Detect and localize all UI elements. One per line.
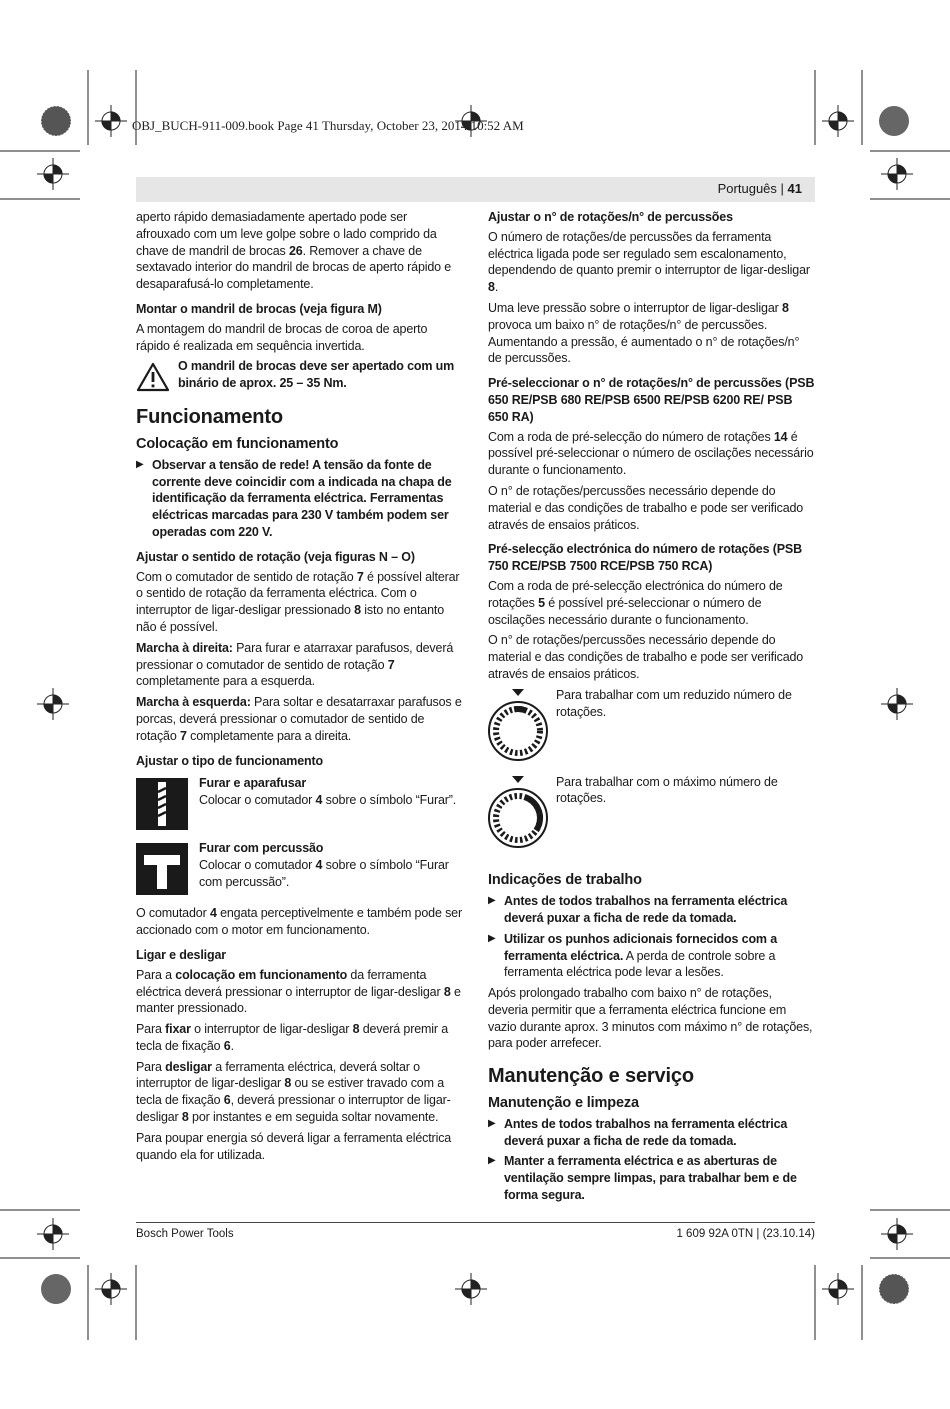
- footer-divider: [136, 1222, 815, 1223]
- dial-low: [488, 687, 815, 768]
- bullet-arrow-icon: ▶: [488, 895, 496, 907]
- maint-bullet-2: ▶ Manter a ferramenta eléctrica e as aberturas de ventilação sempre limpas, para trabalhar bem e de forma segura.: [488, 1154, 797, 1203]
- direction-paragraph: Com o comutador de sentido de rotação 7 é possível alterar o sentido de rotação da ferramenta eléctrica. Com o interruptor de ligar-desligar pressionado 8 isto no entanto não é possível.: [136, 569, 460, 634]
- mode-hammer-text: Colocar o comutador 4 sobre o símbolo “Furar com percussão”.: [199, 858, 449, 889]
- right-rotation-paragraph: Marcha à direita: Para furar e atarraxar parafusos, deverá pressionar o comutador de sentido de rotação 7 completamente para a esquerda.: [136, 640, 454, 689]
- warning-text: O mandril de brocas deve ser apertado com um binário de aprox. 25 – 35 Nm.: [178, 359, 455, 391]
- electronic-heading: Pré-selecção electrónica do número de rotações (PSB 750 RCE/PSB 7500 RCE/PSB 750 RCA): [488, 542, 802, 574]
- preselect-heading: Pré-seleccionar o n° de rotações/n° de percussões (PSB 650 RE/PSB 680 RE/PSB 6500 RE/PSB 6200 RE/ PSB 650 RA): [488, 376, 815, 424]
- energy-paragraph: Para poupar energia só deverá ligar a ferramenta eléctrica quando ela for utilizada.: [136, 1130, 452, 1162]
- voltage-bullet: ▶ Observar a tensão de rede! A tensão da fonte de corrente deve coincidir com a indicada na chapa de identificação da ferramenta eléctrica. Ferramentas eléctricas marcadas para 230 V também podem ser operadas com 220 V.: [136, 457, 452, 539]
- dial-high: [488, 774, 815, 855]
- onoff-heading: Ligar e desligar: [136, 947, 226, 962]
- mode-drill-title: Furar e aparafusar: [199, 776, 307, 791]
- switch-paragraph: O comutador 4 engata perceptivelmente e também pode ser accionado com o motor em funcionamento.: [136, 906, 462, 938]
- page-header: [136, 177, 815, 202]
- on-paragraph: Para a colocação em funcionamento da ferramenta eléctrica deverá pressionar o interruptor de ligar-desligar 8 e manter pressionado.: [136, 967, 461, 1016]
- hammer-drill-icon: [136, 843, 188, 895]
- dial-low-text: Para trabalhar com um reduzido número de rotações.: [556, 687, 792, 719]
- mode-hammer-drill: [136, 840, 464, 895]
- speed-dial-low-icon: [488, 687, 552, 768]
- tip-bullet-1: ▶ Antes de todos trabalhos na ferramenta eléctrica deverá puxar a ficha de rede da tomada.: [488, 894, 788, 925]
- electronic-paragraph-2: O n° de rotações/percussões necessário depende do material e das condições de trabalho e pode ser verificado através de ensaios práticos.: [488, 633, 804, 681]
- startup-heading: Colocação em funcionamento: [136, 435, 339, 452]
- cooling-paragraph: Após prolongado trabalho com baixo n° de rotações, deveria permitir que a ferramenta eléctrica funcione em vazio durante aprox. 3 minutos com máximo n° de rotações, para poder arrefecer.: [488, 986, 813, 1051]
- preselect-paragraph-2: O n° de rotações/percussões necessário depende do material e das condições de trabalho e pode ser verificado através de ensaios práticos.: [488, 483, 804, 532]
- speed-paragraph-1: O número de rotações/de percussões da ferramenta eléctrica ligada pode ser regulado sem escalonamento, dependendo de quanto premir o interruptor de ligar-desligar 8.: [488, 229, 810, 295]
- left-rotation-paragraph: Marcha à esquerda: Para soltar e desatarraxar parafusos e porcas, deverá pressionar o comutador de sentido de rotação 7 completamente para a direita.: [136, 695, 462, 743]
- speed-dial-high-icon: [488, 774, 552, 855]
- bullet-arrow-icon: ▶: [488, 932, 496, 944]
- preselect-paragraph-1: Com a roda de pré-selecção do número de rotações 14 é possível pré-seleccionar o número de oscilações necessário durante o funcionamento.: [488, 429, 814, 478]
- electronic-paragraph-1: Com a roda de pré-selecção electrónica do número de rotações 5 é possível pré-seleccionar o número de oscilações necessário durante o funcionamento.: [488, 578, 783, 627]
- cleaning-heading: Manutenção e limpeza: [488, 1095, 639, 1112]
- maintenance-heading: Manutenção e serviço: [488, 1065, 694, 1088]
- maint-bullet-1: ▶ Antes de todos trabalhos na ferramenta eléctrica deverá puxar a ficha de rede da tomada.: [488, 1116, 788, 1148]
- dial-high-text: Para trabalhar com o máximo número de rotações.: [556, 774, 778, 806]
- right-column: [488, 209, 815, 1208]
- bullet-arrow-icon: ▶: [136, 458, 144, 470]
- speed-heading: Ajustar o n° de rotações/n° de percussões: [488, 210, 733, 224]
- warning-triangle-icon: [136, 358, 174, 397]
- mode-drill-text: Colocar o comutador 4 sobre o símbolo “Furar”.: [199, 793, 457, 808]
- intro-paragraph: aperto rápido demasiadamente apertado pode ser afrouxado com um leve golpe sobre o lado comprido da chave de mandril de brocas 26. Remover a chave de sextavado interior do mandril de brocas de aperto rápido e desaparafusá-lo completamente.: [136, 210, 452, 292]
- warning-note: [136, 358, 464, 397]
- mode-heading: Ajustar o tipo de funcionamento: [136, 753, 324, 768]
- header-language: Português |: [717, 181, 784, 196]
- page-number: 41: [787, 181, 802, 196]
- tips-heading: Indicações de trabalho: [488, 872, 642, 889]
- off-paragraph: Para desligar a ferramenta eléctrica, deverá soltar o interruptor de ligar-desligar 8 ou se estiver travado com a tecla de fixação 6, deverá pressionar o interruptor de ligar-desligar 8 por instantes e em seguida soltar novamente.: [136, 1059, 451, 1125]
- mode-drill: [136, 775, 464, 830]
- left-column: [136, 209, 464, 1167]
- bullet-arrow-icon: ▶: [488, 1155, 496, 1167]
- drill-icon: [136, 778, 188, 830]
- functioning-heading: Funcionamento: [136, 406, 283, 429]
- book-header: OBJ_BUCH-911-009.book Page 41 Thursday, October 23, 2014 10:52 AM: [132, 118, 524, 133]
- speed-paragraph-2: Uma leve pressão sobre o interruptor de ligar-desligar 8 provoca um baixo n° de rotações/n° de percussões. Aumentando a pressão, é aumentado o n° de rotações/n° de percussões.: [488, 300, 800, 366]
- fix-paragraph: Para fixar o interruptor de ligar-desligar 8 deverá premir a tecla de fixação 6.: [136, 1022, 449, 1053]
- mount-paragraph: A montagem do mandril de brocas de coroa de aperto rápido é realizada em sequência invertida.: [136, 321, 428, 353]
- footer-brand: Bosch Power Tools: [136, 1228, 234, 1240]
- mount-heading: Montar o mandril de brocas (veja figura M): [136, 301, 382, 316]
- footer-code: 1 609 92A 0TN | (23.10.14): [676, 1228, 815, 1240]
- bullet-arrow-icon: ▶: [488, 1117, 496, 1129]
- mode-hammer-title: Furar com percussão: [199, 841, 324, 856]
- direction-heading: Ajustar o sentido de rotação (veja figuras N – O): [136, 549, 415, 564]
- tip-bullet-2: ▶ Utilizar os punhos adicionais fornecidos com a ferramenta eléctrica. A perda de controle sobre a ferramenta eléctrica pode levar a lesões.: [488, 931, 778, 980]
